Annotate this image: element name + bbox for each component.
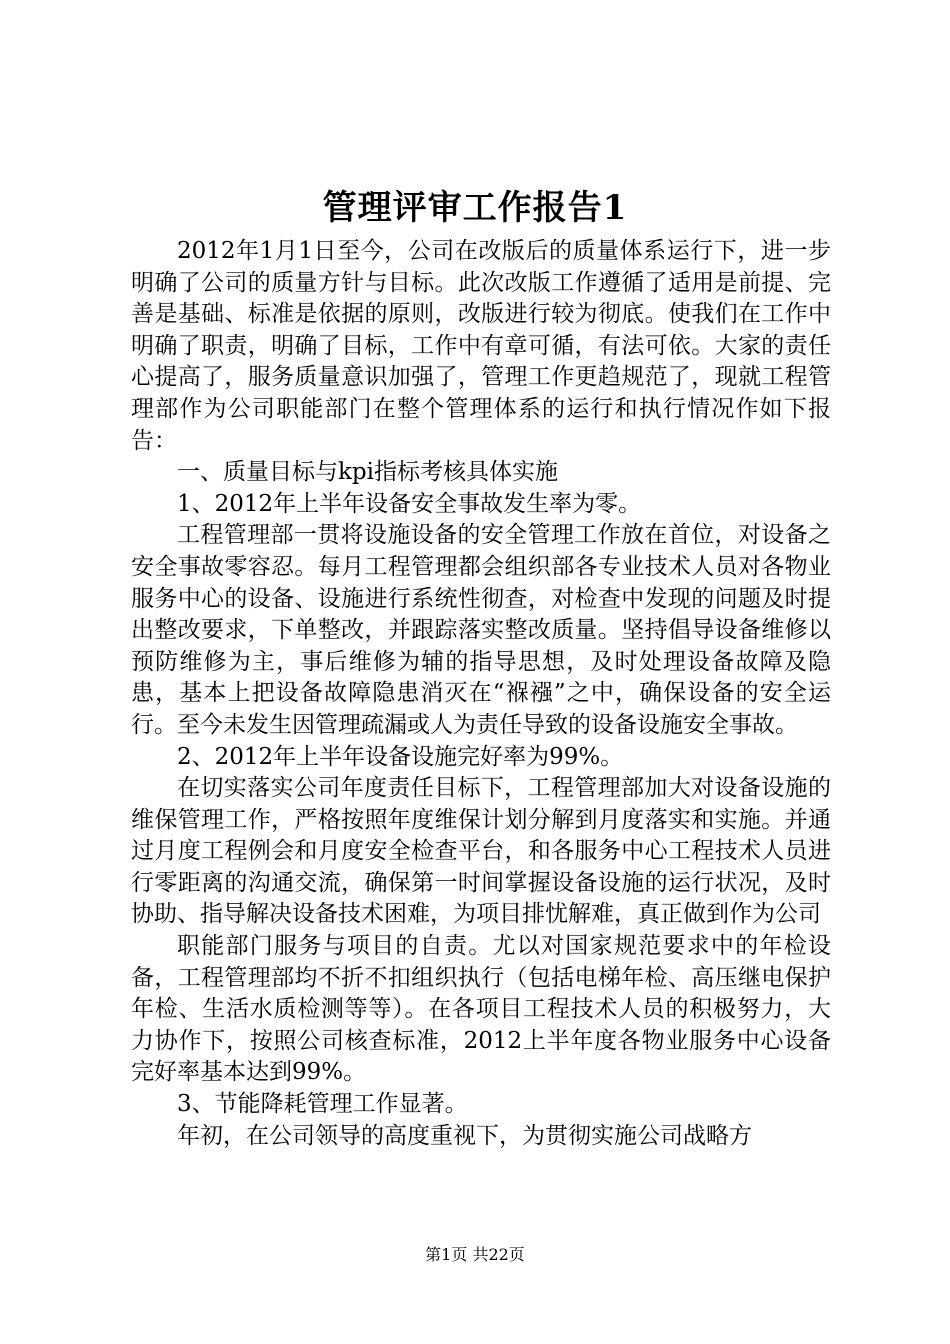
item-heading-2: 2、2012年上半年设备设施完好率为99%。 [177,743,624,770]
paragraph-safety: 工程管理部一贯将设施设备的安全管理工作放在首位，对设备之安全事故零容忍。每月工程管理都会组织部各专业技术人员对各物业服务中心的设备、设施进行系统性彻查，对检查中发现的问题及时提出整改要求，下单整改，并跟踪落实整改质量。坚持倡导设备维修以预防维修为主，事后维修为辅的指导思想，及时处理设备故障及隐患，基本上把设备故障隐患消灭在“褓襁”之中，确保设备的安全运行。至今未发生因管理疏漏或人为责任导致的设备设施安全事故。 [131,522,831,738]
paragraph-energy: 年初，在公司领导的高度重视下，为贯彻实施公司战略方 [177,1122,752,1149]
paragraph-inspection: 职能部门服务与项目的自责。尤以对国家规范要求中的年检设备，工程管理部均不折不扣组织执行（包括电梯年检、高压继电保护年检、生活水质检测等等）。在各项目工程技术人员的积极努力，大力协作下，按照公司核查标准，2012上半年度各物业服务中心设备完好率基本达到99%。 [131,933,831,1086]
document-title: 管理评审工作报告1 [322,188,628,228]
section-heading-1: 一、质量目标与kpi指标考核具体实施 [177,459,559,486]
document-body [131,236,831,1152]
paragraph-maintenance: 在切实落实公司年度责任目标下，工程管理部加大对设备设施的维保管理工作，严格按照年度维保计划分解到月度落实和实施。并通过月度工程例会和月度安全检查平台，和各服务中心工程技术人员进行零距离的沟通交流，确保第一时间掌握设备设施的运行状况，及时协助、指导解决设备技术困难，为项目排忧解难，真正做到作为公司 [131,775,831,928]
paragraph-intro: 2012年1月1日至今，公司在改版后的质量体系运行下，进一步明确了公司的质量方针与目标。此次改版工作遵循了适用是前提、完善是基础、标准是依据的原则，改版进行较为彻底。使我们在工作中明确了职责，明确了目标，工作中有章可循，有法可依。大家的责任心提高了，服务质量意识加强了，管理工作更趋规范了，现就工程管理部作为公司职能部门在整个管理体系的运行和执行情况作如下报告： [131,238,831,454]
item-heading-1: 1、2012年上半年设备安全事故发生率为零。 [177,490,642,517]
item-heading-3: 3、节能降耗管理工作显著。 [177,1091,468,1118]
page-footer: 第1页 共22页 [425,1245,525,1264]
